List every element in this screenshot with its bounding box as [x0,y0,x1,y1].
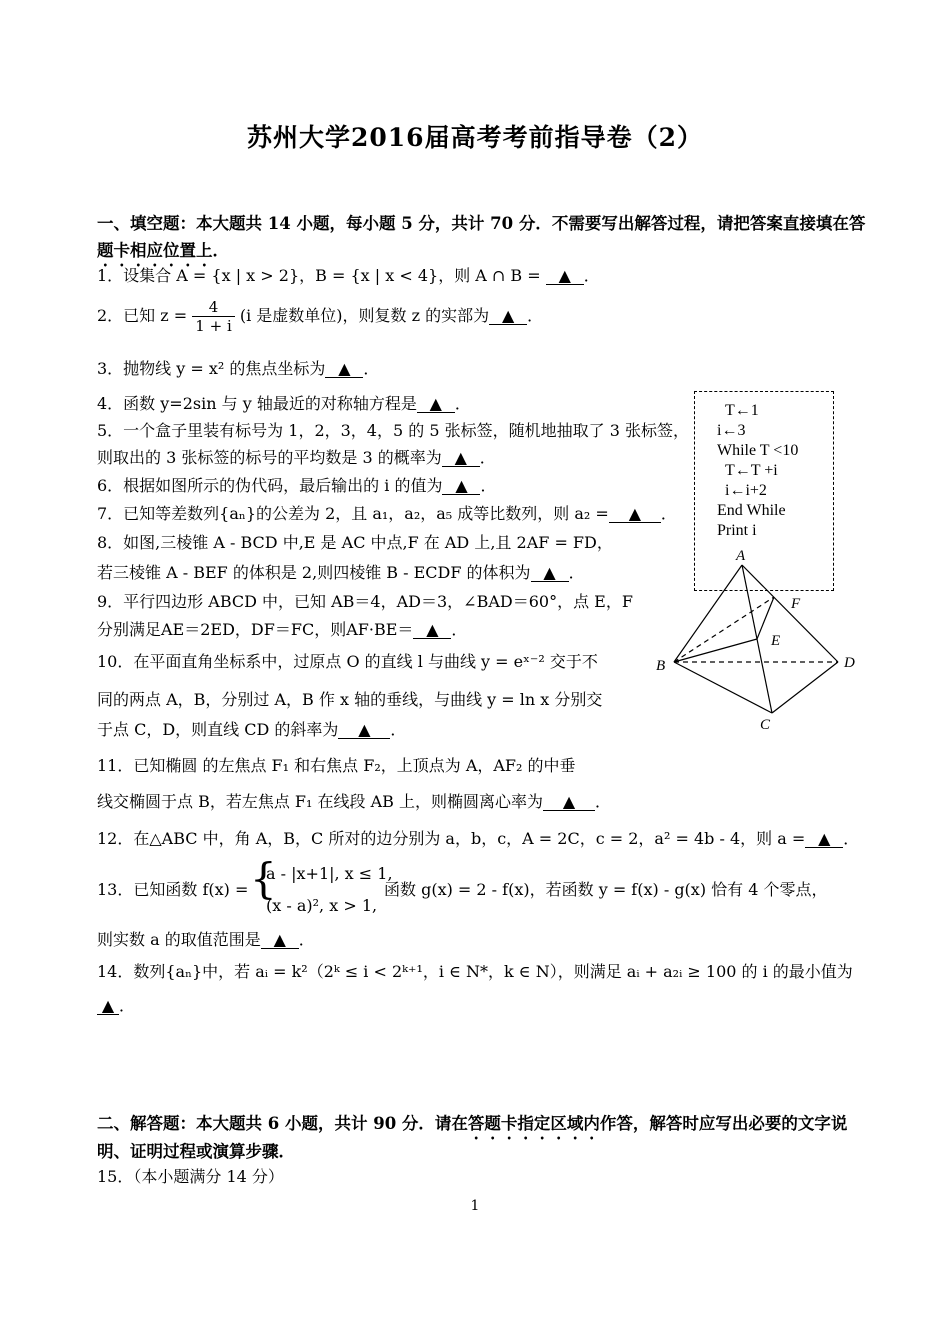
section2-emphasis: 答题卡指定区域内 [467,1114,600,1133]
fraction-numerator: 4 [192,298,234,317]
q5-text: 则取出的 3 张标签的标号的平均数是 3 的概率为 [97,448,442,467]
answer-blank[interactable]: ▲ [546,268,584,285]
edge-AB [674,565,742,662]
question-6: 6．根据如图所示的伪代码，最后输出的 i 的值为 ▲ ． [97,476,497,495]
answer-blank[interactable]: ▲ [489,308,527,325]
question-2: 2．已知 z = $\frac{4}{1 + i}$ (i 是虚数单位)，则复数 z 的实部为 ▲ ． [97,298,544,335]
label-B: B [656,658,666,674]
question-10-line3: 于点 C，D，则直线 CD 的斜率为 ▲ ． [97,720,407,739]
question-5-line2: 则取出的 3 张标签的标号的平均数是 3 的概率为 ▲ ． [97,448,496,467]
q1-text: 1．设集合 A = {x | x > 2}，B = {x | x < 4}，则 A ∩ B = [97,266,541,285]
question-11-line1: 11．已知椭圆 的左焦点 F₁ 和右焦点 F₂，上顶点为 A，AF₂ 的中垂 [97,756,576,775]
question-7: 7．已知等差数列{aₙ}的公差为 2，且 a₁，a₂，a₅ 成等比数列，则 a₂ = ▲ ． [97,504,677,523]
answer-blank[interactable]: ▲ [97,998,119,1015]
q2-post: (i 是虚数单位)，则复数 z 的实部为 [239,306,490,325]
fraction [192,298,234,335]
code-line-3: While T <10 [717,442,799,459]
page-title: 苏州大学2016届高考考前指导卷（2） [247,123,703,152]
question-15: 15．（本小题满分 14 分） [97,1167,284,1186]
fraction-denominator: 1 + i [195,317,232,335]
segment-BF-hidden [674,597,774,662]
q8-text: 若三棱锥 A - BEF 的体积是 2,则四棱锥 B - ECDF 的体积为 [97,563,531,582]
q9-text: 分别满足AE＝2ED，DF＝FC，则AF·BE＝ [97,620,414,639]
question-14-line2: ▲ ． [97,996,135,1016]
question-13-pre: 13．已知函数 f(x) = [97,880,249,899]
question-4: 4．函数 y=2sin 与 y 轴最近的对称轴方程是 ▲ ． [97,394,471,413]
question-13-line2: 则实数 a 的取值范围是 ▲ ． [97,930,315,949]
edge-AD [742,565,838,662]
answer-blank[interactable]: ▲ [543,794,595,811]
code-line-5: i←i+2 [725,482,767,499]
answer-blank[interactable]: ▲ [442,478,480,495]
q7-text: 7．已知等差数列{aₙ}的公差为 2，且 a₁，a₂，a₅ 成等比数列，则 a₂ = [97,504,609,523]
answer-blank[interactable]: ▲ [442,450,480,467]
label-F: F [791,596,801,612]
q4-text: 4．函数 y=2sin 与 y 轴最近的对称轴方程是 [97,394,417,413]
edge-BC [674,662,772,713]
answer-blank[interactable]: ▲ [338,722,390,739]
section2-line2: 明、证明过程或演算步骤． [97,1142,295,1161]
question-9-line1: 9．平行四边形 ABCD 中，已知 AB＝4，AD＝3，∠BAD＝60°，点 E，F [97,592,633,611]
piecewise-brace: { [250,854,277,903]
q13-text: 则实数 a 的取值范围是 [97,930,261,949]
question-9-line2: 分别满足AE＝2ED，DF＝FC，则AF·BE＝ ▲ ． [97,620,468,639]
q12-text: 12．在△ABC 中，角 A，B，C 所对的边分别为 a，b，c，A = 2C，c = 2，a² = 4b - 4，则 a = [97,829,806,848]
question-1: 1．设集合 A = {x | x > 2}，B = {x | x < 4}，则 A ∩ B = ▲ ． [97,266,600,285]
answer-blank[interactable]: ▲ [805,831,843,848]
segment-BE [674,639,757,662]
question-13-post: 函数 g(x) = 2 - f(x)，若函数 y = f(x) - g(x) 恰有 4 个零点， [384,880,828,899]
question-3: 3．抛物线 y = x² 的焦点坐标为 ▲ ． [97,359,380,378]
question-10-line1: 10．在平面直角坐标系中，过原点 O 的直线 l 与曲线 y = eˣ⁻² 交于不 [97,652,598,671]
q3-text: 3．抛物线 y = x² 的焦点坐标为 [97,359,326,378]
question-8-line2: 若三棱锥 A - BEF 的体积是 2,则四棱锥 B - ECDF 的体积为 ▲ ． [97,563,585,582]
question-5-line1: 5．一个盒子里装有标号为 1，2，3，4，5 的 5 张标签，随机地抽取了 3 张标签， [97,421,689,440]
q2-pre: 2．已知 z = [97,306,188,325]
section1-line1: 一、填空题：本大题共 14 小题，每小题 5 分，共计 70 分．不需要写出解答过程，请把答案直接填在答 [97,214,866,233]
label-D: D [844,655,855,671]
question-14-line1: 14．数列{aₙ}中，若 aᵢ = k²（2ᵏ ≤ i < 2ᵏ⁺¹，i ∈ N*，k ∈ N），则满足 aᵢ + a₂ᵢ ≥ 100 的 i 的最小值为 [97,962,853,981]
question-8-line1: 8．如图,三棱锥 A - BCD 中,E 是 AC 中点,F 在 AD 上,且 2AF = FD， [97,533,613,552]
label-C: C [760,717,771,733]
label-A: A [736,548,746,564]
tetrahedron-figure [650,545,860,735]
question-12: 12．在△ABC 中，角 A，B，C 所对的边分别为 a，b，c，A = 2C，c = 2，a² = 4b - 4，则 a = ▲ ． [97,829,860,848]
code-line-2: i←3 [717,422,746,439]
page-number: 1 [470,1198,480,1214]
question-11-line2: 线交椭圆于点 B，若左焦点 F₁ 在线段 AB 上，则椭圆离心率为 ▲ ． [97,792,612,811]
code-line-1: T←1 [725,402,759,419]
q6-text: 6．根据如图所示的伪代码，最后输出的 i 的值为 [97,476,443,495]
answer-blank[interactable]: ▲ [417,396,455,413]
piecewise-case-2: (x - a)², x > 1, [266,896,378,915]
code-line-7: Print i [717,522,757,539]
code-line-4: T←T +i [725,462,778,479]
answer-blank[interactable]: ▲ [531,565,569,582]
edge-CD [772,662,838,713]
answer-blank[interactable]: ▲ [609,506,661,523]
answer-blank[interactable]: ▲ [413,622,451,639]
code-line-6: End While [717,502,786,519]
section1-line2-end: ． [212,241,229,260]
q10-text: 于点 C，D，则直线 CD 的斜率为 [97,720,339,739]
answer-blank[interactable]: ▲ [325,361,363,378]
label-E: E [771,633,781,649]
question-10-line2: 同的两点 A，B，分别过 A，B 作 x 轴的垂线，与曲线 y = ln x 分别交 [97,690,603,709]
section2-post: 作答，解答时应写出必要的文字说 [599,1114,848,1133]
answer-blank[interactable]: ▲ [261,932,299,949]
q11-text: 线交椭圆于点 B，若左焦点 F₁ 在线段 AB 上，则椭圆离心率为 [97,792,544,811]
piecewise-case-1: a - |x+1|, x ≤ 1, [266,864,393,883]
section2-pre: 二、解答题：本大题共 6 小题，共计 90 分．请在 [97,1114,468,1133]
section1-emphasis: 题卡相应位置上 [97,241,213,260]
